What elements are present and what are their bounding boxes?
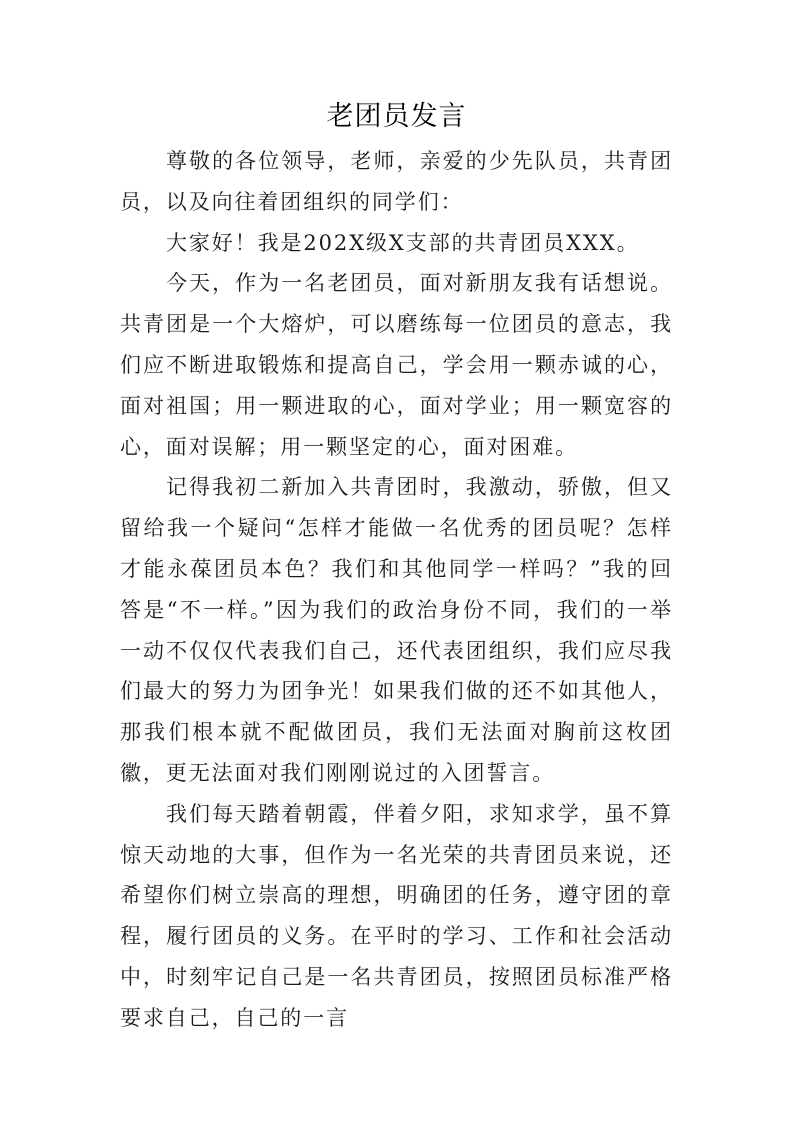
document-title: 老团员发言: [326, 101, 467, 132]
paragraph-daily-study: 我们每天踏着朝霞，伴着夕阳，求知求学，虽不算惊天动地的大事，但作为一名光荣的共青团员来说，还希望你们树立崇高的理想，明确团的任务，遵守团的章程，履行团员的义务。在平时的学习、工作和社会活动中，时刻牢记自己是一名共青团员，按照团员标准严格要求自己，自己的一言: [120, 801, 673, 1030]
paragraph-greeting: 尊敬的各位领导，老师，亲爱的少先队员，共青团员，以及向往着团组织的同学们：: [120, 149, 673, 214]
paragraph-memory: 记得我初二新加入共青团时，我激动，骄傲，但又留给我一个疑问“怎样才能做一名优秀的团员呢？怎样才能永葆团员本色？我们和其他同学一样吗？”我的回答是“不一样。”因为我们的政治身份不同，我们的一举一动不仅仅代表我们自己，还代表团组织，我们应尽我们最大的努力为团争光！如果我们做的还不如其他人，那我们根本就不配做团员，我们无法面对胸前这枚团徽，更无法面对我们刚刚说过的入团誓言。: [120, 475, 673, 785]
document-page: [120, 97, 673, 1039]
paragraph-melting-pot: 今天，作为一名老团员，面对新朋友我有话想说。共青团是一个大熔炉，可以磨练每一位团员的意志，我们应不断进取锻炼和提高自己，学会用一颗赤诚的心，面对祖国；用一颗进取的心，面对学业；用一颗宽容的心，面对误解；用一颗坚定的心，面对困难。: [120, 271, 673, 459]
paragraph-introduction: 大家好！我是202X级X支部的共青团员XXX。: [166, 230, 640, 255]
